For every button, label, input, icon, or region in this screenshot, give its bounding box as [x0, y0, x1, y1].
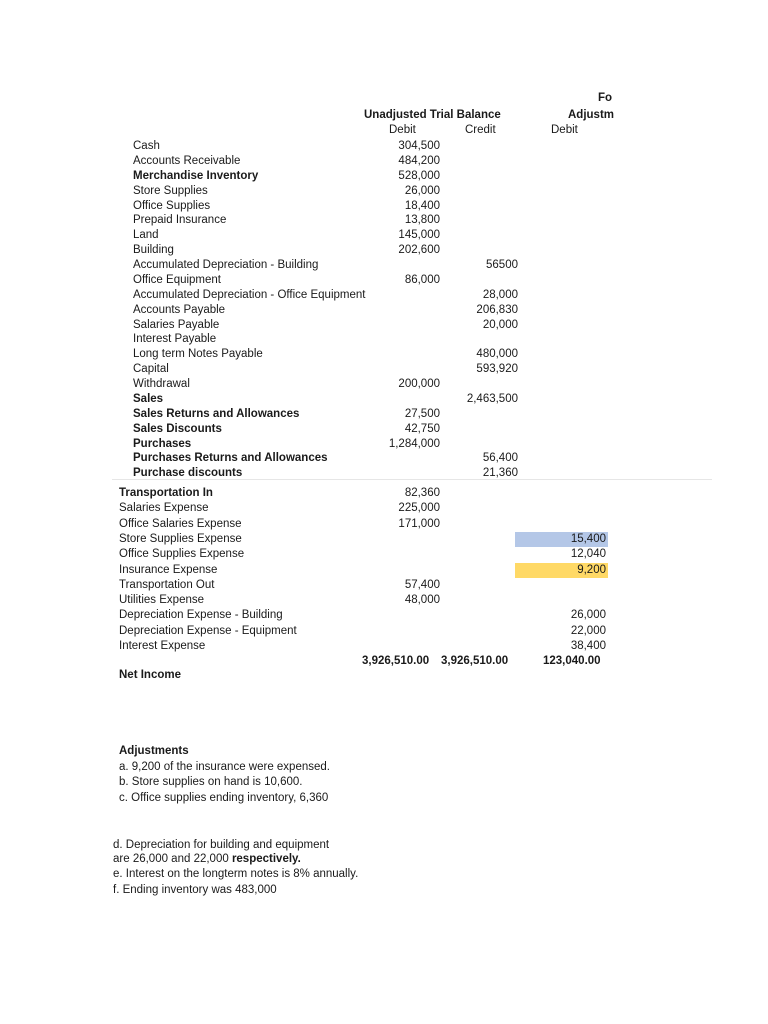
table-row [0, 303, 768, 318]
adjustments-title: Adjustments [119, 745, 189, 757]
debit-amount: 225,000 [398, 502, 440, 515]
table-row [0, 258, 768, 273]
account-name: Salaries Payable [133, 318, 220, 331]
table-row [0, 169, 768, 184]
total-credit: 3,926,510.00 [441, 655, 509, 667]
table-row [0, 578, 768, 593]
debit-amount: 48,000 [404, 594, 440, 607]
table-row [0, 547, 768, 562]
adjustment-note-d-line1: d. Depreciation for building and equipment [113, 839, 330, 851]
table-row [0, 624, 768, 639]
credit-amount: 2,463,500 [466, 392, 518, 405]
section-divider [112, 479, 712, 480]
table-row [0, 139, 768, 154]
account-name: Capital [133, 363, 169, 376]
account-name: Sales Returns and Allowances [133, 407, 300, 420]
net-income-label: Net Income [119, 669, 181, 681]
adjustment-debit-amount: 38,400 [570, 640, 606, 652]
debit-column-header: Debit [389, 124, 416, 136]
account-name: Salaries Expense [119, 502, 209, 515]
debit-amount: 26,000 [404, 184, 440, 197]
table-row [0, 486, 768, 501]
credit-amount: 480,000 [476, 348, 518, 361]
account-name: Office Supplies Expense [119, 548, 245, 561]
table-row [0, 199, 768, 214]
debit-amount: 484,200 [398, 154, 440, 167]
adjustment-note-d-text: are 26,000 and 22,000 [113, 853, 232, 865]
debit-amount: 18,400 [404, 199, 440, 212]
account-name: Purchases [133, 437, 192, 450]
account-name: Interest Payable [133, 333, 217, 346]
table-row [0, 154, 768, 169]
table-row [0, 273, 768, 288]
adjustment-note-c: c. Office supplies ending inventory, 6,360 [119, 792, 329, 804]
debit-amount: 86,000 [404, 273, 440, 286]
account-name: Depreciation Expense - Building [119, 609, 283, 622]
account-name: Accounts Receivable [133, 154, 241, 167]
account-name: Transportation In [119, 487, 213, 499]
account-name: Sales Discounts [133, 422, 222, 435]
adjustment-debit-amount: 26,000 [570, 609, 606, 622]
debit-amount: 27,500 [404, 407, 440, 420]
account-name: Purchase discounts [133, 467, 243, 480]
totals-row [0, 654, 768, 669]
table-row [0, 332, 768, 347]
account-name: Long term Notes Payable [133, 348, 263, 361]
table-row [0, 563, 768, 578]
account-name: Cash [133, 140, 160, 152]
table-row [0, 437, 768, 452]
adjustments-column-title: Adjustm [568, 109, 614, 121]
adjustment-note-e: e. Interest on the longterm notes is 8% annually. [113, 868, 359, 880]
credit-column-header: Credit [465, 124, 496, 136]
table-row [0, 347, 768, 362]
account-name: Depreciation Expense - Equipment [119, 624, 297, 637]
credit-amount: 593,920 [476, 363, 518, 376]
credit-amount: 56500 [486, 259, 518, 272]
debit-amount: 304,500 [398, 140, 440, 152]
debit-amount: 82,360 [404, 487, 440, 499]
debit-amount: 1,284,000 [388, 437, 440, 450]
debit-amount: 13,800 [404, 214, 440, 227]
table-row [0, 362, 768, 377]
table-row [0, 184, 768, 199]
adjustment-note-d-emphasis: respectively. [231, 853, 301, 865]
table-row [0, 422, 768, 437]
debit-amount: 57,400 [404, 578, 440, 591]
adjustment-debit-amount: 9,200 [515, 563, 608, 578]
account-name: Accounts Payable [133, 303, 226, 316]
adjustment-note-f: f. Ending inventory was 483,000 [113, 884, 277, 896]
debit-amount: 528,000 [398, 169, 440, 182]
adjustment-note-d-line2 [113, 852, 301, 867]
account-name: Merchandise Inventory [133, 169, 259, 182]
credit-amount: 21,360 [482, 467, 518, 480]
account-name: Interest Expense [119, 640, 206, 652]
credit-amount: 20,000 [482, 318, 518, 331]
account-name: Office Supplies [133, 199, 211, 212]
adjustment-note-a: a. 9,200 of the insurance were expensed. [119, 761, 330, 773]
table-row [0, 517, 768, 532]
table-row [0, 501, 768, 516]
table-row [0, 451, 768, 466]
table-row [0, 243, 768, 258]
credit-amount: 206,830 [476, 303, 518, 316]
adjustment-note-b: b. Store supplies on hand is 10,600. [119, 776, 303, 788]
debit-amount: 145,000 [398, 229, 440, 242]
total-debit: 3,926,510.00 [362, 655, 430, 667]
table-row [0, 639, 768, 654]
table-row [0, 608, 768, 623]
table-row [0, 593, 768, 608]
account-name: Utilities Expense [119, 594, 205, 607]
adjustment-debit-amount: 22,000 [570, 624, 606, 637]
account-name: Prepaid Insurance [133, 214, 227, 227]
account-name: Sales [133, 392, 164, 405]
table-row [0, 407, 768, 422]
account-name: Land [133, 229, 159, 242]
total-adjustments-debit: 123,040.00 [543, 655, 601, 667]
unadjusted-trial-balance-title: Unadjusted Trial Balance [364, 109, 501, 121]
debit-amount: 42,750 [404, 422, 440, 435]
account-name: Office Equipment [133, 273, 222, 286]
table-row [0, 213, 768, 228]
header-fragment-fo: Fo [598, 92, 613, 104]
account-name: Accumulated Depreciation - Office Equipment [133, 288, 366, 301]
credit-amount: 56,400 [482, 452, 518, 465]
debit-amount: 202,600 [398, 244, 440, 257]
table-row [0, 288, 768, 303]
account-name: Purchases Returns and Allowances [133, 452, 328, 465]
adjustment-debit-amount: 15,400 [515, 532, 608, 547]
account-name: Building [133, 244, 174, 257]
account-name: Insurance Expense [119, 563, 218, 576]
table-row [0, 392, 768, 407]
debit-amount: 200,000 [398, 378, 440, 391]
account-name: Office Salaries Expense [119, 517, 242, 530]
account-name: Accumulated Depreciation - Building [133, 259, 319, 272]
debit-amount: 171,000 [398, 517, 440, 530]
account-name: Store Supplies [133, 184, 208, 197]
account-name: Store Supplies Expense [119, 532, 242, 545]
credit-amount: 28,000 [482, 288, 518, 301]
account-name: Withdrawal [133, 378, 190, 391]
table-row [0, 228, 768, 243]
adjustments-debit-column-header: Debit [551, 124, 578, 136]
table-row [0, 318, 768, 333]
table-row [0, 377, 768, 392]
adjustment-debit-amount: 12,040 [570, 548, 606, 561]
table-row [0, 532, 768, 547]
account-name: Transportation Out [119, 578, 215, 591]
